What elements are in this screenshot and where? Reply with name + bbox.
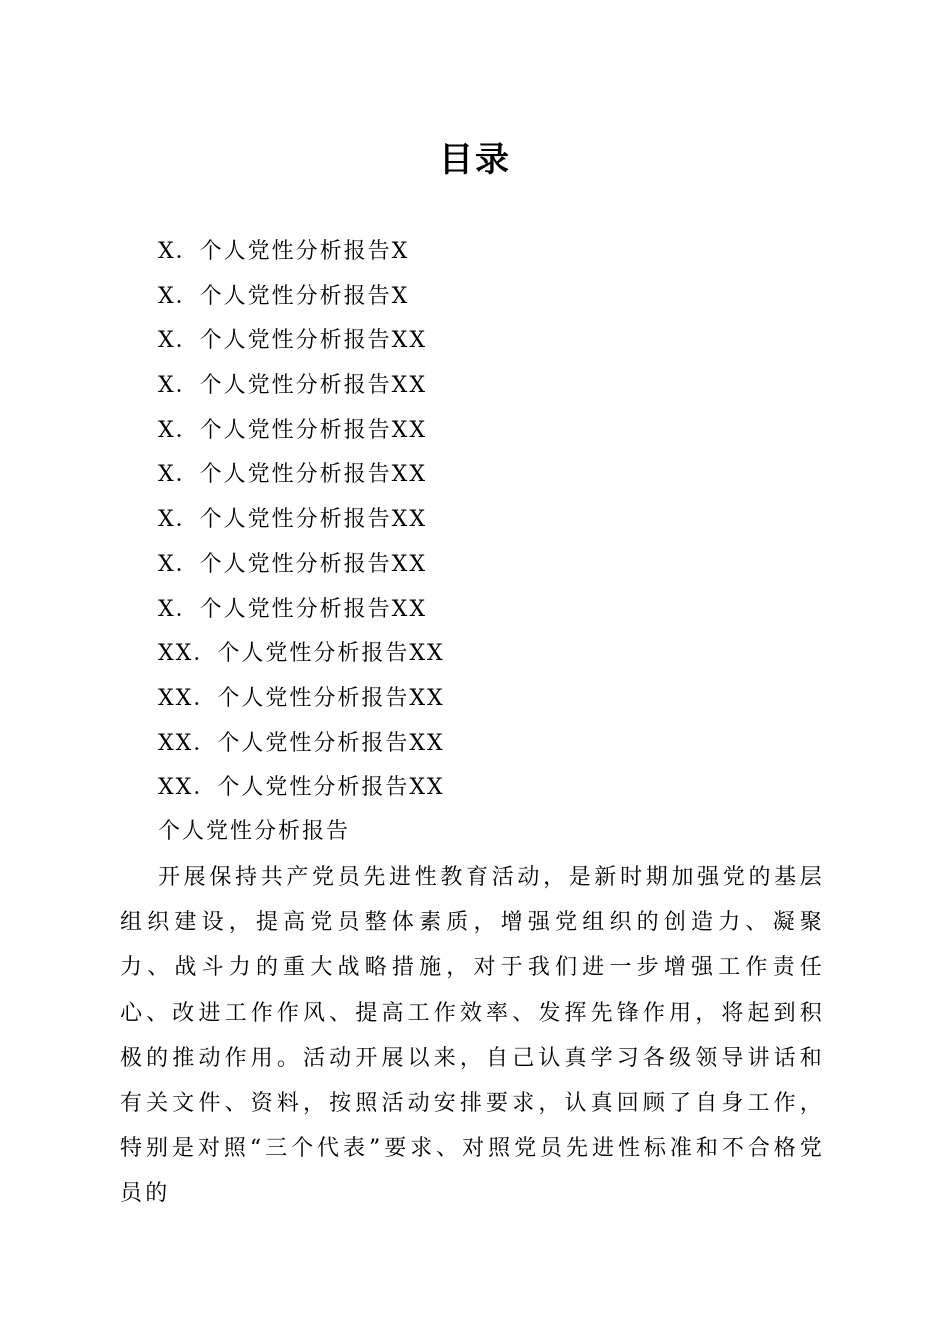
body-paragraph: 开展保持共产党员先进性教育活动，是新时期加强党的基层组织建设，提高党员整体素质，增强党组织的创造力、凝聚力、战斗力的重大战略措施，对于我们进一步增强工作责任心、改进工作作风、提高工作效率、发挥先锋作用，将起到积极的推动作用。活动开展以来，自己认真学习各级领导讲话和有关文件、资料，按照活动安排要求，认真回顾了自身工作，特别是对照“三个代表”要求、对照党员先进性标准和不合格党员的 bbox=[120, 865, 825, 1207]
toc-entry: XX．个人党性分析报告XX bbox=[158, 685, 445, 711]
section-heading: 个人党性分析报告 bbox=[158, 819, 351, 844]
toc-entry: X．个人党性分析报告X bbox=[158, 239, 410, 264]
toc-entry: X．个人党性分析报告XX bbox=[158, 507, 427, 533]
toc-entry: X．个人党性分析报告XX bbox=[158, 551, 427, 577]
toc-entry: X．个人党性分析报告X bbox=[158, 283, 410, 309]
toc-entry: X．个人党性分析报告XX bbox=[158, 417, 427, 443]
page-title: 目录 bbox=[439, 140, 511, 180]
toc-entry: XX．个人党性分析报告XX bbox=[158, 641, 445, 667]
table-of-contents bbox=[158, 230, 445, 811]
toc-entry: X．个人党性分析报告XX bbox=[158, 373, 427, 399]
toc-entry: X．个人党性分析报告XX bbox=[158, 328, 427, 354]
toc-entry: XX．个人党性分析报告XX bbox=[158, 730, 445, 756]
toc-entry: XX．个人党性分析报告XX bbox=[158, 775, 445, 801]
toc-entry: X．个人党性分析报告XX bbox=[158, 462, 427, 488]
toc-entry: X．个人党性分析报告XX bbox=[158, 596, 427, 622]
